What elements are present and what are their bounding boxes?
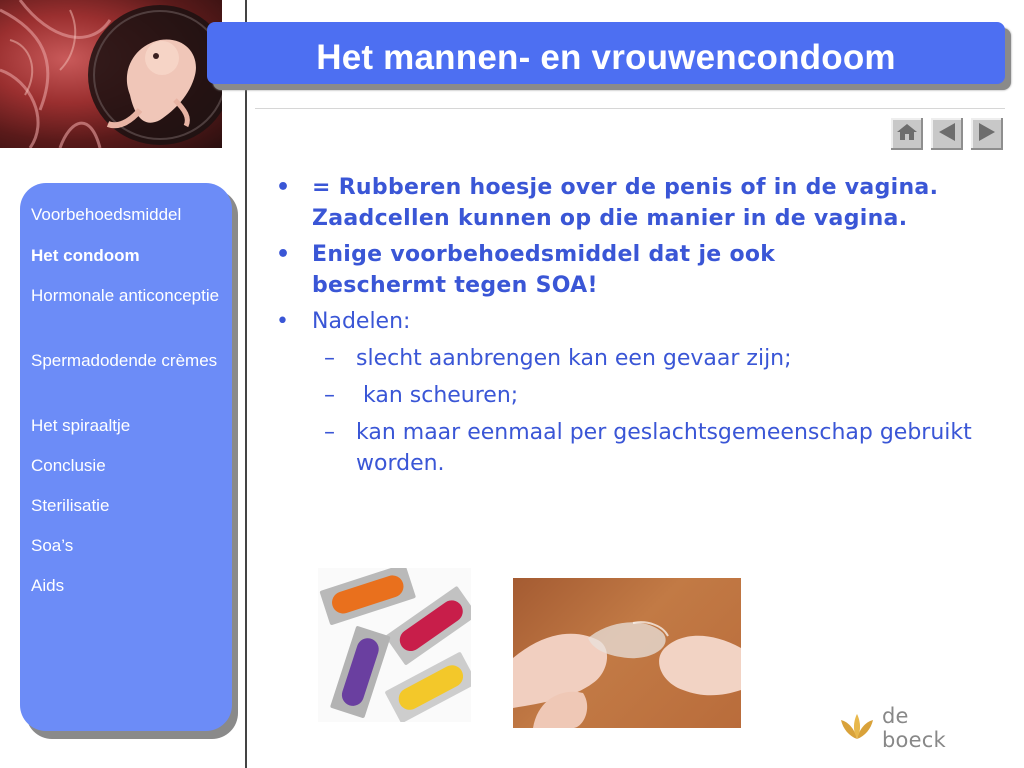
- bullet-marker: •: [276, 242, 291, 267]
- next-arrow-icon: [976, 121, 998, 147]
- leaf-logo-icon: [838, 712, 876, 744]
- sidebar: [20, 183, 232, 731]
- sub-bullet-text: slecht aanbrengen kan een gevaar zijn;: [356, 346, 792, 371]
- previous-button[interactable]: [931, 118, 963, 150]
- sub-bullet-marker: –: [324, 346, 335, 371]
- sub-bullet-text: kan maar eenmaal per geslachtsgemeenschap gebruikt worden.: [356, 420, 972, 476]
- bullet-definition: [272, 172, 952, 234]
- sidebar-item-aids[interactable]: Aids: [31, 576, 65, 595]
- condom-packets-photo: [318, 568, 471, 722]
- bullet-marker: •: [276, 175, 291, 200]
- bullet-nadelen: [272, 306, 972, 337]
- sidebar-item-het-condoom[interactable]: Het condoom: [31, 246, 140, 265]
- embryo-photo: [0, 0, 222, 148]
- sub-bullet-marker: –: [324, 420, 335, 445]
- sub-bullet-eenmaal: [272, 417, 976, 479]
- home-button[interactable]: [891, 118, 923, 150]
- slide-content: [272, 172, 972, 479]
- title-separator: [255, 108, 1005, 109]
- page-title: Het mannen- en vrouwencondoom: [316, 38, 896, 77]
- hands-condom-photo: [513, 578, 741, 728]
- sidebar-item-sterilisatie[interactable]: Sterilisatie: [31, 496, 110, 515]
- vertical-divider: [245, 0, 247, 768]
- sidebar-item-soas[interactable]: Soa’s: [31, 536, 74, 555]
- sidebar-item-het-spiraaltje[interactable]: Het spiraaltje: [31, 416, 131, 435]
- bullet-soa-protection: [272, 239, 872, 301]
- sub-bullet-scheuren: [272, 380, 972, 411]
- bullet-text: Enige voorbehoedsmiddel dat je ook beschermt tegen SOA!: [312, 242, 776, 298]
- bullet-text: Nadelen:: [312, 309, 411, 334]
- sidebar-item-voorbehoedsmiddel[interactable]: Voorbehoedsmiddel: [31, 205, 182, 224]
- next-button[interactable]: [971, 118, 1003, 150]
- bullet-text: = Rubberen hoesje over de penis of in de vagina. Zaadcellen kunnen op die manier in de vagina.: [312, 175, 939, 231]
- sidebar-item-hormonale-anticonceptie[interactable]: Hormonale anticonceptie: [31, 286, 220, 305]
- logo-text: de boeck: [882, 704, 946, 752]
- de-boeck-logo: [838, 704, 978, 752]
- sidebar-item-conclusie[interactable]: Conclusie: [31, 456, 106, 475]
- sub-bullet-text: kan scheuren;: [356, 383, 519, 408]
- home-icon: [896, 122, 918, 146]
- title-bar: [207, 22, 1005, 84]
- bullet-marker: •: [276, 309, 289, 334]
- sidebar-item-spermadodende-cremes[interactable]: Spermadodende crèmes: [31, 351, 218, 370]
- previous-arrow-icon: [936, 121, 958, 147]
- sub-bullet-aanbrengen: [272, 343, 972, 374]
- sub-bullet-marker: –: [324, 383, 335, 408]
